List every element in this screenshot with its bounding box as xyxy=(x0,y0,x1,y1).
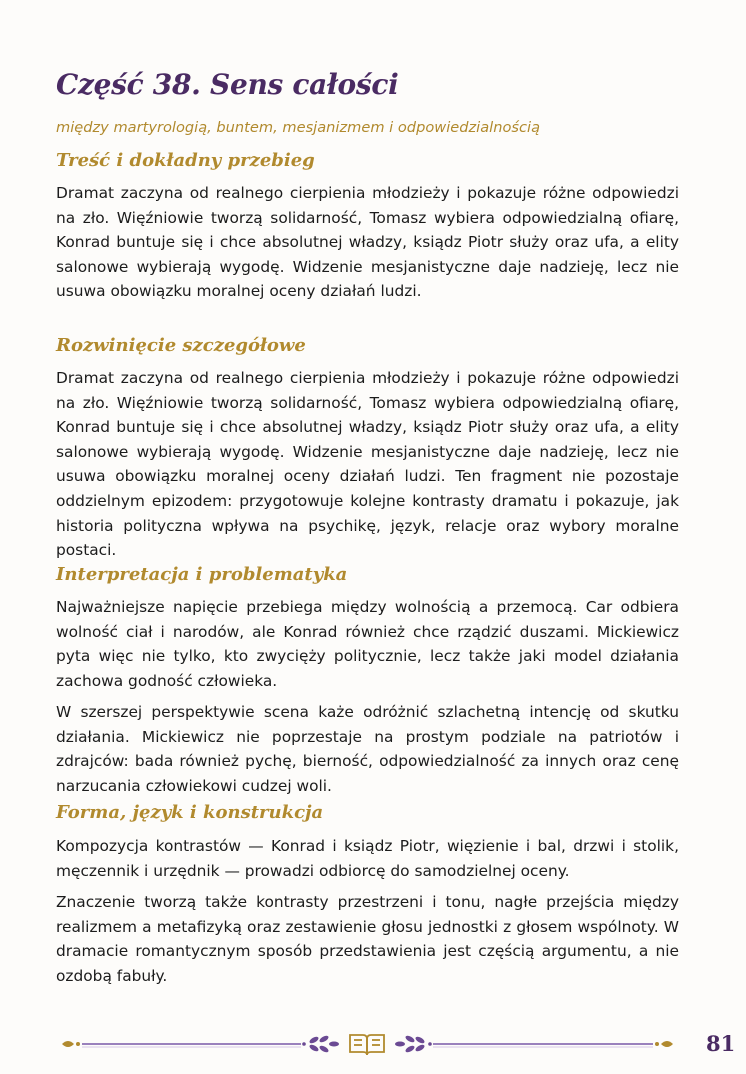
paragraph: Najważniejsze napięcie przebiega między wolnością a przemocą. Car odbiera wolność ciał i narodów, ale Konrad również chce rządzić duszami. Mickiewicz pyta więc nie tylko, kto zwycięży politycznie, lecz także jaki model działania zachowa godność człowieka. xyxy=(56,598,679,690)
leaf-ornament-icon xyxy=(655,1041,673,1047)
chapter-title: Część 38. Sens całości xyxy=(56,68,399,101)
right-sprig-icon xyxy=(395,1034,432,1053)
section-heading-forma: Forma, język i konstrukcja xyxy=(56,802,324,823)
paragraph: Znaczenie tworzą także kontrasty przestrzeni i tonu, nagłe przejścia między realizmem a metafizyką oraz zestawienie głosu jednostki z głosem wspólnoty. W dramacie romantycznym sposób przedstawienia jest częścią argumentu, a nie ozdobą fabuły. xyxy=(56,893,679,985)
section-heading-tresc: Treść i dokładny przebieg xyxy=(56,150,315,171)
left-sprig-icon xyxy=(302,1034,339,1053)
leaf-ornament-icon xyxy=(62,1041,80,1047)
section-heading-interpretacja: Interpretacja i problematyka xyxy=(56,564,348,585)
paragraph: Kompozycja kontrastów — Konrad i ksiądz Piotr, więzienie i bal, drzwi i stolik, męczennik i urzędnik — prowadzi odbiorcę do samodzielnej oceny. xyxy=(56,837,679,880)
page-number: 81 xyxy=(706,1031,736,1056)
open-book-icon xyxy=(350,1035,384,1055)
paragraph: Dramat zaczyna od realnego cierpienia młodzieży i pokazuje różne odpowiedzi na zło. Więźniowie tworzą solidarność, Tomasz wybiera odpowiedzialną ofiarę, Konrad buntuje się i chce absolutnej władzy, ksiądz Piotr służy oraz ufa, a elity salonowe wybierają wygodę. Widzenie mesjanistyczne daje nadzieję, lecz nie usuwa obowiązku moralnej oceny działań ludzi. Ten fragment nie pozostaje oddzielnym epizodem: przygotowuje kolejne kontrasty dramatu i pokazuje, jak historia polityczna wpływa na psychikę, język, relacje oraz wybory moralne postaci. xyxy=(56,369,679,560)
paragraph: W szerszej perspektywie scena każe odróżnić szlachetną intencję od skutku działania. Mickiewicz nie poprzestaje na prostym podziale na patriotów i zdrajców: bada również pychę, bierność, odpowiedzialność za innych oraz cenę narzucania człowiekowi cudzej woli. xyxy=(56,703,679,795)
paragraph: Dramat zaczyna od realnego cierpienia młodzieży i pokazuje różne odpowiedzi na zło. Więźniowie tworzą solidarność, Tomasz wybiera odpowiedzialną ofiarę, Konrad buntuje się i chce absolutnej władzy, ksiądz Piotr służy oraz ufa, a elity salonowe wybierają wygodę. Widzenie mesjanistyczne daje nadzieję, lecz nie usuwa obowiązku moralnej oceny działań ludzi. xyxy=(56,184,679,301)
section-heading-rozwiniecie: Rozwinięcie szczegółowe xyxy=(56,335,306,356)
chapter-subtitle: między martyrologią, buntem, mesjanizmem i odpowiedzialnością xyxy=(56,119,541,136)
footer-ornament xyxy=(56,1028,679,1060)
